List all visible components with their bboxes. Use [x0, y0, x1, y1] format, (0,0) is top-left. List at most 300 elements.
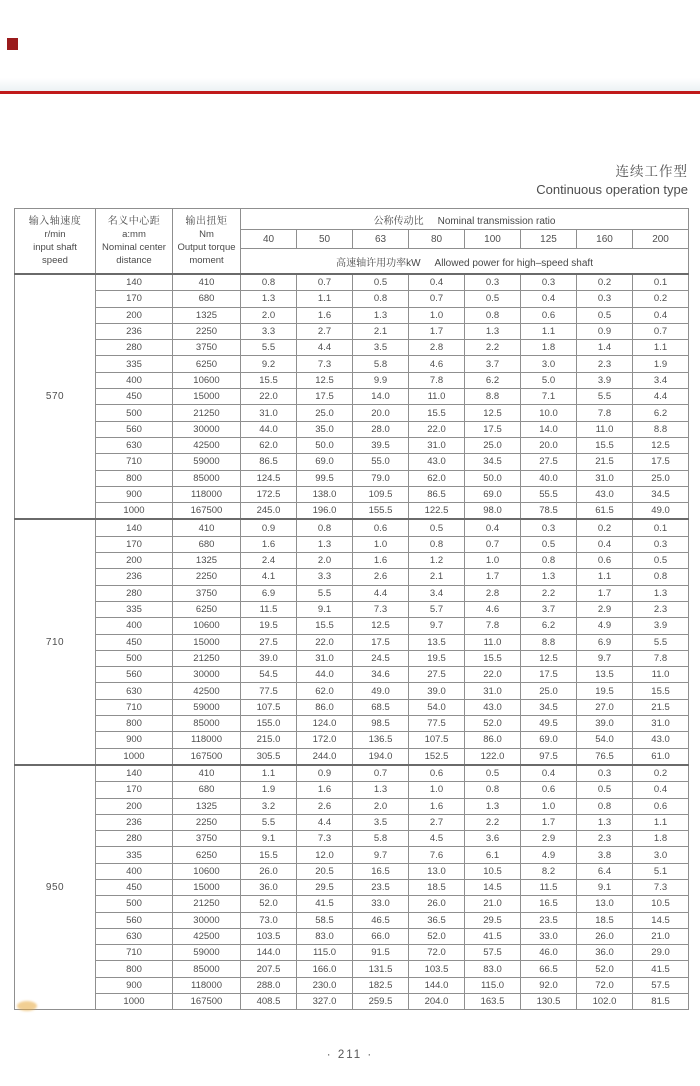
power-value-cell: 9.9	[353, 372, 409, 388]
power-value-cell: 4.4	[297, 814, 353, 830]
table-row	[15, 470, 689, 486]
table-row	[15, 291, 689, 307]
power-value-cell: 1.3	[521, 569, 577, 585]
power-value-cell: 0.1	[633, 519, 689, 536]
table-row	[15, 977, 689, 993]
power-value-cell: 2.8	[465, 585, 521, 601]
power-value-cell: 103.5	[241, 928, 297, 944]
power-value-cell: 0.5	[465, 291, 521, 307]
power-value-cell: 10.5	[633, 896, 689, 912]
power-value-cell: 0.8	[577, 798, 633, 814]
power-value-cell: 25.0	[633, 470, 689, 486]
power-value-cell: 3.9	[633, 618, 689, 634]
power-value-cell: 25.0	[521, 683, 577, 699]
table-row	[15, 928, 689, 944]
torque-cell: 10600	[173, 863, 241, 879]
distance-cell: 400	[96, 372, 173, 388]
power-value-cell: 8.8	[521, 634, 577, 650]
torque-cell: 85000	[173, 961, 241, 977]
power-value-cell: 1.6	[353, 553, 409, 569]
power-value-cell: 3.7	[521, 601, 577, 617]
power-value-cell: 11.0	[577, 421, 633, 437]
power-value-cell: 36.5	[409, 912, 465, 928]
power-value-cell: 50.0	[465, 470, 521, 486]
power-value-cell: 31.0	[297, 650, 353, 666]
power-value-cell: 172.5	[241, 486, 297, 502]
power-value-cell: 50.0	[297, 437, 353, 453]
power-value-cell: 73.0	[241, 912, 297, 928]
distance-cell: 630	[96, 928, 173, 944]
power-value-cell: 2.2	[465, 340, 521, 356]
power-value-cell: 76.5	[577, 748, 633, 765]
power-value-cell: 327.0	[297, 994, 353, 1010]
power-value-cell: 91.5	[353, 945, 409, 961]
power-value-cell: 5.1	[633, 863, 689, 879]
table-row	[15, 847, 689, 863]
power-value-cell: 11.0	[465, 634, 521, 650]
torque-cell: 85000	[173, 470, 241, 486]
power-value-cell: 66.0	[353, 928, 409, 944]
power-value-cell: 43.0	[409, 454, 465, 470]
power-value-cell: 13.5	[577, 667, 633, 683]
power-value-cell: 1.3	[297, 536, 353, 552]
power-value-cell: 2.4	[241, 553, 297, 569]
power-value-cell: 62.0	[297, 683, 353, 699]
speed-cell: 710	[15, 519, 96, 764]
power-value-cell: 0.8	[521, 553, 577, 569]
distance-cell: 335	[96, 847, 173, 863]
power-value-cell: 166.0	[297, 961, 353, 977]
torque-cell: 167500	[173, 503, 241, 520]
power-value-cell: 41.5	[633, 961, 689, 977]
power-rating-table-wrap	[14, 208, 688, 1010]
power-value-cell: 11.0	[409, 389, 465, 405]
page-title	[536, 163, 688, 199]
power-value-cell: 20.0	[521, 437, 577, 453]
power-value-cell: 3.5	[353, 814, 409, 830]
power-value-cell: 72.0	[577, 977, 633, 993]
power-value-cell: 52.0	[241, 896, 297, 912]
power-value-cell: 14.5	[633, 912, 689, 928]
distance-cell: 900	[96, 486, 173, 502]
power-value-cell: 144.0	[409, 977, 465, 993]
power-value-cell: 0.9	[577, 323, 633, 339]
power-value-cell: 5.7	[409, 601, 465, 617]
torque-cell: 15000	[173, 879, 241, 895]
power-value-cell: 39.0	[241, 650, 297, 666]
power-value-cell: 1.8	[633, 831, 689, 847]
power-value-cell: 15.5	[409, 405, 465, 421]
table-row	[15, 683, 689, 699]
power-value-cell: 17.5	[297, 389, 353, 405]
power-value-cell: 78.5	[521, 503, 577, 520]
power-value-cell: 124.5	[241, 470, 297, 486]
power-value-cell: 0.3	[521, 274, 577, 291]
power-value-cell: 0.7	[633, 323, 689, 339]
table-row	[15, 945, 689, 961]
table-row	[15, 405, 689, 421]
table-row	[15, 486, 689, 502]
power-value-cell: 23.5	[521, 912, 577, 928]
power-value-cell: 2.0	[297, 553, 353, 569]
center-distance-header-line: distance	[116, 255, 152, 266]
distance-cell: 450	[96, 879, 173, 895]
distance-cell: 335	[96, 601, 173, 617]
power-value-cell: 0.7	[465, 536, 521, 552]
torque-header-line: Nm	[199, 229, 214, 240]
power-value-cell: 17.5	[633, 454, 689, 470]
power-value-cell: 1.3	[353, 307, 409, 323]
power-value-cell: 1.1	[241, 765, 297, 782]
torque-cell: 59000	[173, 699, 241, 715]
power-value-cell: 55.5	[521, 486, 577, 502]
torque-cell: 30000	[173, 667, 241, 683]
power-value-cell: 11.0	[633, 667, 689, 683]
power-value-cell: 2.1	[353, 323, 409, 339]
power-value-cell: 102.0	[577, 994, 633, 1010]
power-value-cell: 5.5	[633, 634, 689, 650]
power-value-cell: 43.0	[465, 699, 521, 715]
distance-cell: 630	[96, 683, 173, 699]
power-value-cell: 29.5	[465, 912, 521, 928]
power-value-cell: 3.5	[353, 340, 409, 356]
power-value-cell: 27.5	[241, 634, 297, 650]
power-value-cell: 79.0	[353, 470, 409, 486]
center-distance-header-line: a:mm	[122, 229, 146, 240]
power-value-cell: 0.7	[353, 765, 409, 782]
power-value-cell: 9.2	[241, 356, 297, 372]
power-value-cell: 7.8	[465, 618, 521, 634]
power-value-cell: 0.4	[577, 536, 633, 552]
power-value-cell: 20.5	[297, 863, 353, 879]
center-distance-header-line: 名义中心距	[107, 216, 161, 227]
power-value-cell: 81.5	[633, 994, 689, 1010]
power-value-cell: 1.3	[241, 291, 297, 307]
power-value-cell: 13.5	[409, 634, 465, 650]
distance-cell: 710	[96, 699, 173, 715]
power-value-cell: 31.0	[577, 470, 633, 486]
torque-cell: 167500	[173, 994, 241, 1010]
power-value-cell: 152.5	[409, 748, 465, 765]
power-value-cell: 1.3	[465, 798, 521, 814]
table-row	[15, 437, 689, 453]
distance-cell: 560	[96, 667, 173, 683]
power-value-cell: 1.1	[521, 323, 577, 339]
distance-cell: 200	[96, 553, 173, 569]
table-row	[15, 536, 689, 552]
distance-cell: 236	[96, 323, 173, 339]
table-row	[15, 732, 689, 748]
power-value-cell: 1.8	[521, 340, 577, 356]
table-row	[15, 274, 689, 291]
torque-header-line: 输出扭矩	[185, 216, 228, 227]
power-value-cell: 6.9	[241, 585, 297, 601]
power-value-cell: 107.5	[241, 699, 297, 715]
table-row	[15, 994, 689, 1010]
distance-cell: 170	[96, 291, 173, 307]
power-value-cell: 44.0	[241, 421, 297, 437]
table-row	[15, 307, 689, 323]
power-value-cell: 62.0	[409, 470, 465, 486]
power-value-cell: 196.0	[297, 503, 353, 520]
distance-cell: 450	[96, 634, 173, 650]
distance-cell: 236	[96, 569, 173, 585]
table-body	[15, 209, 689, 1010]
power-value-cell: 52.0	[409, 928, 465, 944]
table-row	[15, 585, 689, 601]
power-value-cell: 0.2	[577, 519, 633, 536]
distance-cell: 500	[96, 650, 173, 666]
power-value-cell: 52.0	[465, 716, 521, 732]
power-value-cell: 2.2	[465, 814, 521, 830]
power-value-cell: 35.0	[297, 421, 353, 437]
power-value-cell: 9.7	[353, 847, 409, 863]
power-value-cell: 0.8	[241, 274, 297, 291]
power-value-cell: 69.0	[521, 732, 577, 748]
distance-cell: 200	[96, 307, 173, 323]
speed-cell: 570	[15, 274, 96, 519]
power-value-cell: 16.5	[521, 896, 577, 912]
distance-cell: 140	[96, 519, 173, 536]
power-value-cell: 0.6	[353, 519, 409, 536]
ratio-title-cn: 公称传动比	[373, 215, 424, 227]
power-value-cell: 0.3	[521, 519, 577, 536]
power-value-cell: 259.5	[353, 994, 409, 1010]
torque-cell: 21250	[173, 405, 241, 421]
distance-cell: 560	[96, 912, 173, 928]
power-value-cell: 5.5	[241, 814, 297, 830]
power-value-cell: 39.0	[577, 716, 633, 732]
power-value-cell: 0.2	[633, 291, 689, 307]
power-value-cell: 86.0	[297, 699, 353, 715]
power-value-cell: 25.0	[297, 405, 353, 421]
power-value-cell: 68.5	[353, 699, 409, 715]
power-value-cell: 0.8	[465, 782, 521, 798]
power-value-cell: 19.5	[577, 683, 633, 699]
torque-cell: 15000	[173, 634, 241, 650]
power-value-cell: 0.4	[521, 765, 577, 782]
power-value-cell: 14.5	[465, 879, 521, 895]
power-value-cell: 28.0	[353, 421, 409, 437]
power-value-cell: 0.2	[633, 765, 689, 782]
power-value-cell: 43.0	[633, 732, 689, 748]
power-value-cell: 1.3	[633, 585, 689, 601]
power-value-cell: 17.5	[353, 634, 409, 650]
power-value-cell: 21.0	[465, 896, 521, 912]
power-value-cell: 0.5	[577, 307, 633, 323]
power-value-cell: 7.8	[409, 372, 465, 388]
ratio-value-cell: 40	[241, 230, 297, 249]
power-value-cell: 11.5	[521, 879, 577, 895]
power-value-cell: 4.6	[465, 601, 521, 617]
power-value-cell: 1.3	[465, 323, 521, 339]
power-value-cell: 0.7	[297, 274, 353, 291]
power-value-cell: 83.0	[297, 928, 353, 944]
power-value-cell: 11.5	[241, 601, 297, 617]
distance-cell: 400	[96, 863, 173, 879]
power-value-cell: 98.0	[465, 503, 521, 520]
power-value-cell: 15.5	[241, 847, 297, 863]
ratio-value-cell: 125	[521, 230, 577, 249]
power-value-cell: 49.0	[633, 503, 689, 520]
power-value-cell: 21.5	[633, 699, 689, 715]
power-value-cell: 19.5	[241, 618, 297, 634]
table-row	[15, 389, 689, 405]
power-value-cell: 2.3	[577, 831, 633, 847]
power-value-cell: 1.0	[465, 553, 521, 569]
power-value-cell: 109.5	[353, 486, 409, 502]
power-value-cell: 12.5	[297, 372, 353, 388]
power-value-cell: 0.1	[633, 274, 689, 291]
power-value-cell: 2.7	[297, 323, 353, 339]
power-value-cell: 57.5	[633, 977, 689, 993]
power-caption-en: Allowed power for high–speed shaft	[434, 257, 593, 269]
power-value-cell: 1.1	[633, 340, 689, 356]
power-value-cell: 7.8	[633, 650, 689, 666]
distance-cell: 800	[96, 716, 173, 732]
power-value-cell: 130.5	[521, 994, 577, 1010]
torque-cell: 3750	[173, 585, 241, 601]
power-value-cell: 0.2	[577, 274, 633, 291]
power-value-cell: 4.5	[409, 831, 465, 847]
power-value-cell: 52.0	[577, 961, 633, 977]
power-value-cell: 194.0	[353, 748, 409, 765]
power-value-cell: 1.9	[241, 782, 297, 798]
power-value-cell: 26.0	[409, 896, 465, 912]
power-value-cell: 0.5	[521, 536, 577, 552]
torque-cell: 6250	[173, 847, 241, 863]
power-value-cell: 12.0	[297, 847, 353, 863]
power-value-cell: 9.7	[577, 650, 633, 666]
center-distance-header-line: Nominal center	[102, 242, 166, 253]
power-value-cell: 2.3	[633, 601, 689, 617]
table-row	[15, 569, 689, 585]
power-value-cell: 1.7	[465, 569, 521, 585]
torque-cell: 59000	[173, 945, 241, 961]
power-value-cell: 92.0	[521, 977, 577, 993]
power-value-cell: 15.5	[241, 372, 297, 388]
power-value-cell: 0.6	[633, 798, 689, 814]
power-value-cell: 7.3	[633, 879, 689, 895]
power-value-cell: 31.0	[465, 683, 521, 699]
torque-cell: 118000	[173, 486, 241, 502]
power-value-cell: 46.5	[353, 912, 409, 928]
power-value-cell: 1.2	[409, 553, 465, 569]
distance-cell: 630	[96, 437, 173, 453]
power-value-cell: 83.0	[465, 961, 521, 977]
power-value-cell: 15.5	[633, 683, 689, 699]
torque-cell: 6250	[173, 601, 241, 617]
power-value-cell: 8.8	[633, 421, 689, 437]
power-value-cell: 34.5	[633, 486, 689, 502]
power-value-cell: 1.9	[633, 356, 689, 372]
power-value-cell: 3.6	[465, 831, 521, 847]
torque-header-line: Output torque	[177, 242, 236, 253]
power-value-cell: 77.5	[241, 683, 297, 699]
power-value-cell: 122.0	[465, 748, 521, 765]
power-value-cell: 1.6	[241, 536, 297, 552]
torque-cell: 1325	[173, 798, 241, 814]
distance-cell: 450	[96, 389, 173, 405]
power-value-cell: 305.5	[241, 748, 297, 765]
power-value-cell: 0.6	[409, 765, 465, 782]
power-caption-cn: 高速轴许用功率kW	[336, 257, 421, 269]
distance-cell: 800	[96, 961, 173, 977]
power-value-cell: 4.1	[241, 569, 297, 585]
power-value-cell: 1.7	[577, 585, 633, 601]
power-rating-table	[14, 208, 689, 1010]
power-value-cell: 0.6	[521, 307, 577, 323]
power-value-cell: 2.8	[409, 340, 465, 356]
table-row	[15, 863, 689, 879]
power-value-cell: 62.0	[241, 437, 297, 453]
power-value-cell: 0.5	[353, 274, 409, 291]
power-value-cell: 4.4	[297, 340, 353, 356]
power-value-cell: 1.7	[409, 323, 465, 339]
power-value-cell: 7.3	[297, 356, 353, 372]
power-value-cell: 6.4	[577, 863, 633, 879]
power-value-cell: 21.5	[577, 454, 633, 470]
power-value-cell: 3.3	[297, 569, 353, 585]
power-value-cell: 6.2	[521, 618, 577, 634]
power-value-cell: 2.0	[241, 307, 297, 323]
power-value-cell: 99.5	[297, 470, 353, 486]
torque-header	[173, 209, 241, 275]
power-value-cell: 61.0	[633, 748, 689, 765]
power-value-cell: 31.0	[633, 716, 689, 732]
distance-cell: 1000	[96, 503, 173, 520]
distance-cell: 1000	[96, 748, 173, 765]
power-value-cell: 1.7	[521, 814, 577, 830]
power-value-cell: 1.3	[353, 782, 409, 798]
power-value-cell: 2.2	[521, 585, 577, 601]
power-value-cell: 2.9	[577, 601, 633, 617]
power-value-cell: 12.5	[633, 437, 689, 453]
power-value-cell: 215.0	[241, 732, 297, 748]
power-value-cell: 43.0	[577, 486, 633, 502]
power-value-cell: 9.1	[241, 831, 297, 847]
header-shade-band	[0, 78, 700, 91]
table-row	[15, 748, 689, 765]
power-value-cell: 1.3	[577, 814, 633, 830]
power-value-cell: 18.5	[409, 879, 465, 895]
input-speed-header-line: 输入轴速度	[28, 216, 82, 227]
power-value-cell: 0.3	[465, 274, 521, 291]
ratio-value-cell: 80	[409, 230, 465, 249]
power-value-cell: 13.0	[577, 896, 633, 912]
distance-cell: 500	[96, 896, 173, 912]
power-value-cell: 8.2	[521, 863, 577, 879]
power-value-cell: 172.0	[297, 732, 353, 748]
power-value-cell: 2.0	[353, 798, 409, 814]
power-value-cell: 3.3	[241, 323, 297, 339]
input-speed-header	[15, 209, 96, 275]
power-value-cell: 3.8	[577, 847, 633, 863]
power-value-cell: 15.5	[297, 618, 353, 634]
power-value-cell: 29.5	[297, 879, 353, 895]
distance-cell: 140	[96, 274, 173, 291]
power-value-cell: 49.5	[521, 716, 577, 732]
table-row	[15, 798, 689, 814]
power-value-cell: 21.0	[633, 928, 689, 944]
power-value-cell: 18.5	[577, 912, 633, 928]
power-value-cell: 124.0	[297, 716, 353, 732]
power-value-cell: 0.4	[633, 782, 689, 798]
torque-cell: 10600	[173, 618, 241, 634]
power-value-cell: 39.5	[353, 437, 409, 453]
power-value-cell: 14.0	[521, 421, 577, 437]
power-value-cell: 9.7	[409, 618, 465, 634]
